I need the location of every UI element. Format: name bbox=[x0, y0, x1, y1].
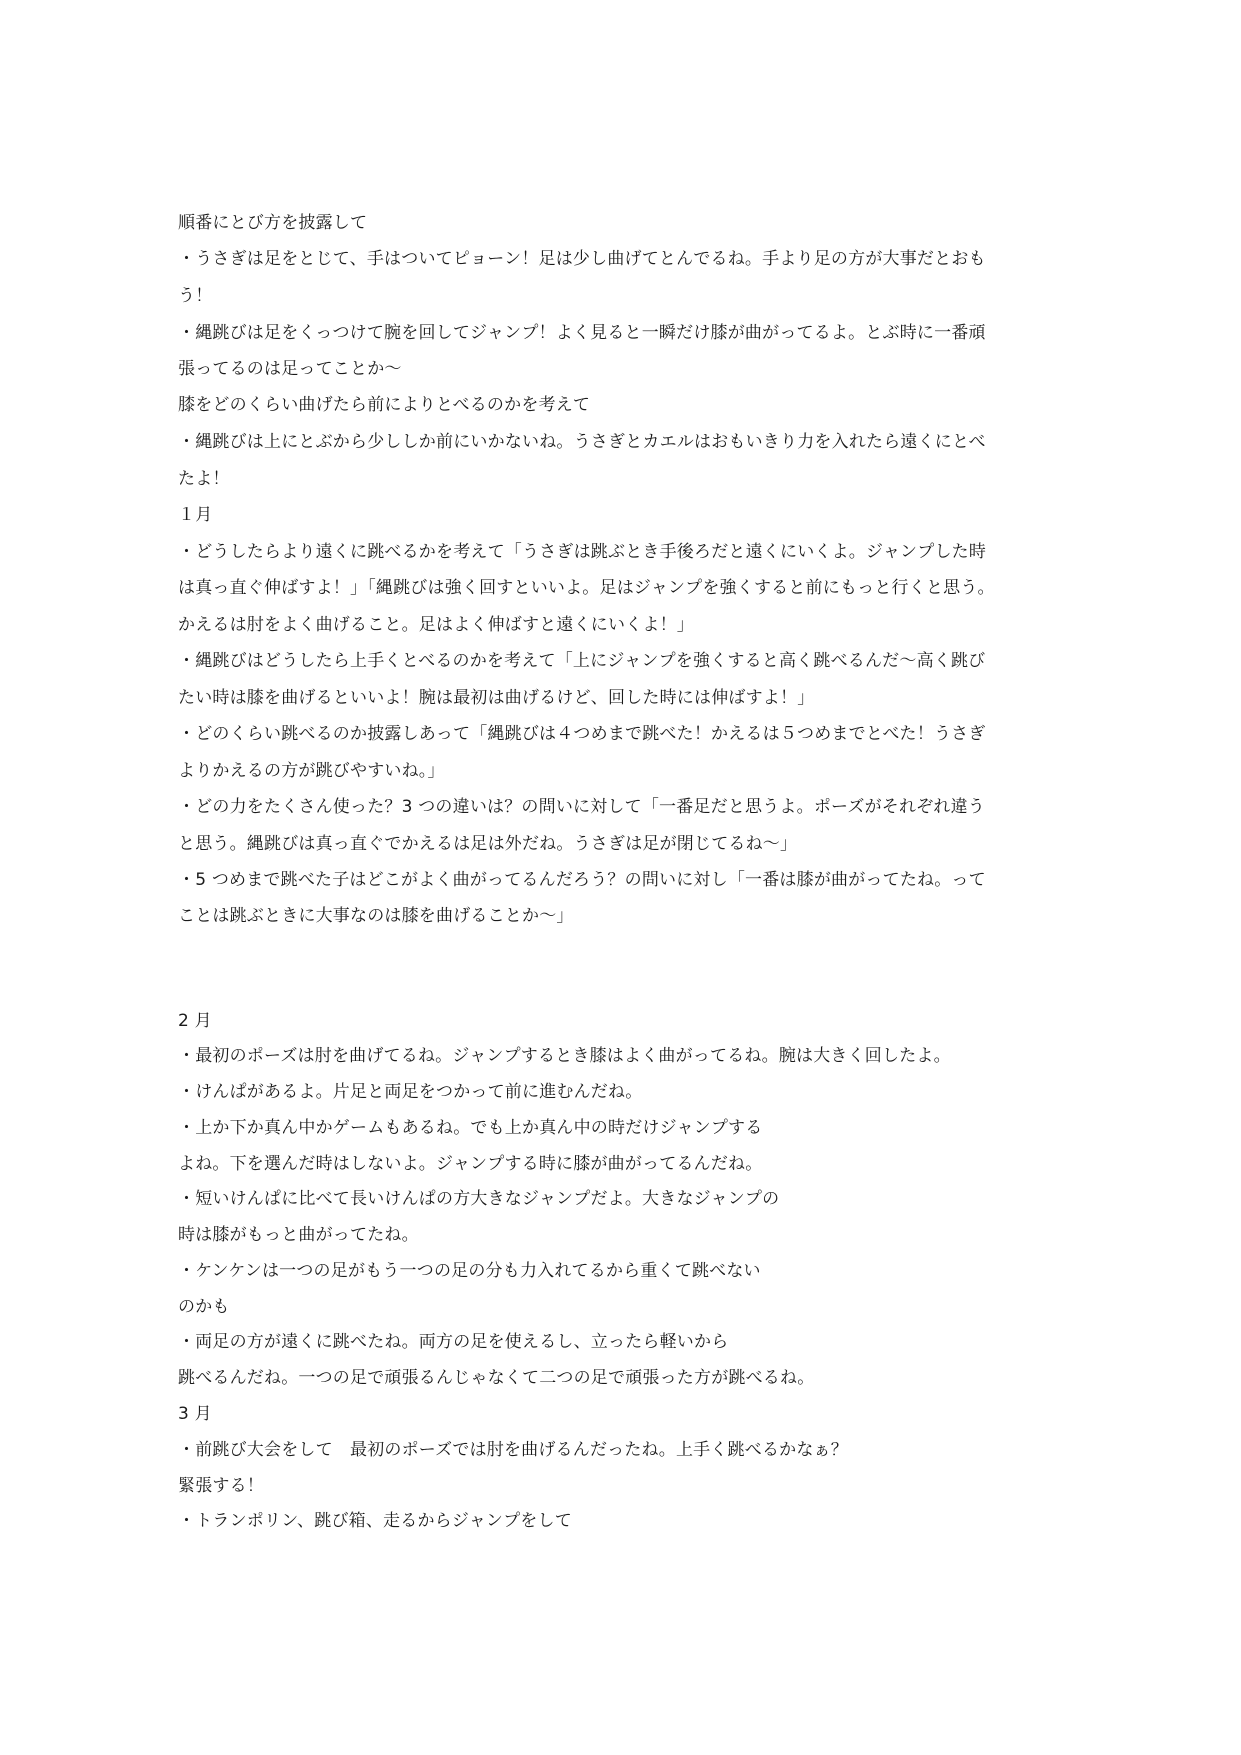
text-line: ・どの力をたくさん使った？3 つの違いは？の問いに対して「一番足だと思うよ。ポーズがそれぞれ違う bbox=[178, 797, 985, 817]
text-line: 跳べるんだね。一つの足で頑張るんじゃなくて二つの足で頑張った方が跳べるね。 bbox=[178, 1368, 815, 1388]
text-line: よね。下を選んだ時はしないよ。ジャンプする時に膝が曲がってるんだね。 bbox=[178, 1154, 763, 1174]
text-line: のかも bbox=[178, 1297, 230, 1317]
text-line: ・トランポリン、跳び箱、走るからジャンプをして bbox=[178, 1511, 572, 1531]
text-line: かえるは肘をよく曲げること。足はよく伸ばすと遠くにいくよ！」 bbox=[178, 615, 694, 635]
text-line: たよ！ bbox=[178, 469, 230, 489]
text-line: 順番にとび方を披露して bbox=[178, 213, 368, 233]
text-line: と思う。縄跳びは真っ直ぐでかえるは足は外だね。うさぎは足が閉じてるね～」 bbox=[178, 834, 798, 854]
text-line: ・うさぎは足をとじて、手はついてピョーン！足は少し曲げてとんでるね。手より足の方が大事だとおも bbox=[178, 249, 986, 269]
text-line: ・前跳び大会をして 最初のポーズでは肘を曲げるんだったね。上手く跳べるかなぁ？ bbox=[178, 1440, 848, 1460]
text-line: たい時は膝を曲げるといいよ！腕は最初は曲げるけど、回した時には伸ばすよ！」 bbox=[178, 688, 815, 708]
text-line: 張ってるのは足ってことか～ bbox=[178, 359, 402, 379]
month-heading: 2 月 bbox=[178, 1011, 212, 1031]
text-line: ・縄跳びは足をくっつけて腕を回してジャンプ！よく見ると一瞬だけ膝が曲がってるよ。とぶ時に一番頑 bbox=[178, 323, 986, 343]
text-line: ・両足の方が遠くに跳べたね。両方の足を使えるし、立ったら軽いから bbox=[178, 1332, 729, 1352]
text-line: ・けんぱがあるよ。片足と両足をつかって前に進むんだね。 bbox=[178, 1082, 643, 1102]
text-line: ・5 つめまで跳べた子はどこがよく曲がってるんだろう？の問いに対し「一番は膝が曲がってたね。って bbox=[178, 870, 986, 890]
text-line: ・ケンケンは一つの足がもう一つの足の分も力入れてるから重くて跳べない bbox=[178, 1261, 761, 1281]
text-line: ・どのくらい跳べるのか披露しあって「縄跳びは４つめまで跳べた！かえるは５つめまでとべた！うさぎ bbox=[178, 724, 986, 744]
text-line: ・最初のポーズは肘を曲げてるね。ジャンプするとき膝はよく曲がってるね。腕は大きく回したよ。 bbox=[178, 1046, 951, 1066]
text-line: ・縄跳びは上にとぶから少ししか前にいかないね。うさぎとカエルはおもいきり力を入れたら遠くにとべ bbox=[178, 432, 986, 452]
text-line: よりかえるの方が跳びやすいね。」 bbox=[178, 761, 445, 781]
text-line: ・縄跳びはどうしたら上手くとべるのかを考えて「上にジャンプを強くすると高く跳べるんだ～高く跳び bbox=[178, 651, 986, 671]
text-line: 膝をどのくらい曲げたら前によりとべるのかを考えて bbox=[178, 395, 591, 415]
text-line: ことは跳ぶときに大事なのは膝を曲げることか～」 bbox=[178, 906, 574, 926]
text-line: ・どうしたらより遠くに跳べるかを考えて「うさぎは跳ぶとき手後ろだと遠くにいくよ。ジャンプした時 bbox=[178, 542, 987, 562]
month-heading: １月 bbox=[178, 505, 213, 525]
text-line: う！ bbox=[178, 286, 213, 306]
text-line: ・上か下か真ん中かゲームもあるね。でも上か真ん中の時だけジャンプする bbox=[178, 1118, 763, 1138]
text-line: 緊張する！ bbox=[178, 1476, 264, 1496]
text-line: ・短いけんぱに比べて長いけんぱの方大きなジャンプだよ。大きなジャンプの bbox=[178, 1189, 780, 1209]
text-line: は真っ直ぐ伸ばすよ！」「縄跳びは強く回すといいよ。足はジャンプを強くすると前にもっと行くと思う。 bbox=[178, 578, 995, 598]
text-line: 時は膝がもっと曲がってたね。 bbox=[178, 1225, 419, 1245]
month-heading: 3 月 bbox=[178, 1404, 212, 1424]
